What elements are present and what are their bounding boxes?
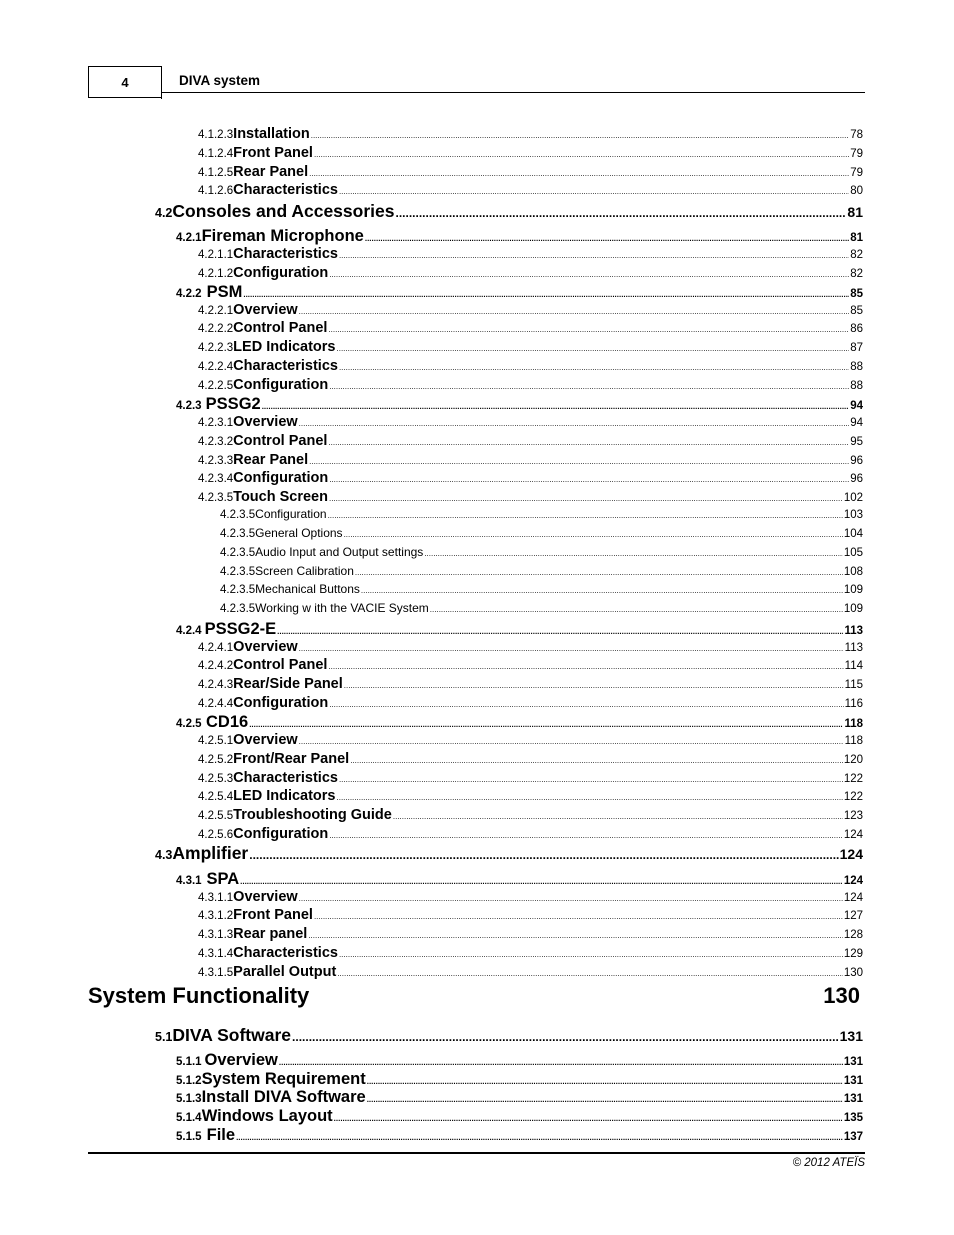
toc-entry-number: 4.2.3.5 — [220, 603, 256, 615]
toc-dot-leader — [243, 290, 849, 299]
toc-entry[interactable] — [176, 620, 863, 639]
toc-entry-title: Troubleshooting Guide — [233, 807, 392, 823]
toc-entry-page: 124 — [843, 892, 863, 904]
toc-dot-leader — [236, 1133, 843, 1142]
toc-entry-number: 4.2.4.3 — [198, 679, 234, 691]
toc-entry-title: Windows Layout — [201, 1107, 333, 1125]
toc-entry-title: SPA — [206, 870, 240, 888]
header-title: DIVA system — [179, 73, 261, 88]
toc-entry-page: 79 — [850, 148, 863, 160]
toc-entry-page: 124 — [843, 875, 863, 887]
toc-entry-title: LED Indicators — [233, 788, 336, 804]
toc-entry[interactable] — [198, 164, 863, 180]
toc-entry-page: 85 — [850, 305, 863, 317]
toc-entry-number: 4.2.3.5 — [220, 566, 256, 578]
toc-entry-page: 95 — [850, 436, 863, 448]
toc-entry[interactable] — [198, 826, 863, 842]
toc-entry-number: 4.1.2.6 — [198, 185, 234, 197]
toc-dot-leader — [299, 894, 843, 903]
chapter-page: 130 — [823, 983, 860, 1008]
toc-entry-number: 4.2.3.2 — [198, 436, 234, 448]
toc-entry[interactable] — [198, 751, 863, 767]
toc-entry[interactable] — [176, 283, 863, 302]
toc-entry[interactable] — [198, 302, 863, 318]
toc-entry-title: Overview — [233, 414, 298, 430]
toc-entry[interactable] — [198, 452, 863, 468]
toc-entry-number: 4.2.5.6 — [198, 829, 234, 841]
toc-entry-title: Amplifier — [172, 843, 249, 863]
toc-entry-title: Overview — [233, 302, 298, 318]
toc-entry-page: 87 — [850, 342, 863, 354]
toc-entry-title: Screen Calibration — [255, 564, 354, 578]
page-number: 4 — [88, 66, 161, 98]
toc-entry-number: 4.2.2.1 — [198, 305, 234, 317]
toc-entry[interactable] — [220, 526, 863, 540]
toc-entry[interactable] — [155, 843, 863, 864]
toc-entry[interactable] — [155, 1025, 863, 1046]
toc-entry-number: 5.1.4 — [176, 1112, 202, 1124]
toc-entry-page: 109 — [843, 584, 863, 596]
toc-entry-number: 4.2.1.2 — [198, 268, 234, 280]
toc-dot-leader — [328, 662, 843, 671]
toc-entry[interactable] — [155, 201, 863, 222]
toc-dot-leader — [249, 848, 838, 862]
toc-dot-leader — [339, 251, 849, 260]
toc-dot-leader — [299, 737, 844, 746]
toc-entry-page: 78 — [850, 129, 863, 141]
toc-entry[interactable] — [198, 807, 863, 823]
header-divider — [161, 66, 162, 99]
toc-dot-leader — [249, 720, 843, 729]
toc-entry[interactable] — [198, 470, 863, 486]
toc-entry[interactable] — [198, 657, 863, 673]
toc-entry[interactable] — [176, 1088, 863, 1107]
toc-entry-number: 5.1.2 — [176, 1075, 202, 1087]
toc-entry-title: Characteristics — [233, 182, 338, 198]
toc-entry-title: Front/Rear Panel — [233, 751, 350, 767]
toc-entry[interactable] — [198, 339, 863, 355]
toc-entry-title: Parallel Output — [233, 964, 337, 980]
toc-entry-title: Configuration — [233, 695, 329, 711]
toc-entry-number: 5.1 — [155, 1030, 173, 1044]
toc-entry-number: 4.2.1 — [176, 232, 202, 244]
header-rule — [161, 92, 865, 93]
toc-entry-number: 4.3.1 — [176, 875, 202, 887]
toc-entry-page: 113 — [844, 625, 863, 637]
toc-entry-number: 4.2.4.2 — [198, 660, 234, 672]
toc-entry[interactable] — [198, 358, 863, 374]
toc-entry-page: 94 — [850, 400, 863, 412]
toc-entry-number: 4.2.3.5 — [220, 528, 256, 540]
toc-entry[interactable] — [198, 676, 863, 692]
toc-entry[interactable] — [198, 770, 863, 786]
toc-entry-page: 81 — [850, 232, 863, 244]
toc-entry[interactable] — [198, 265, 863, 281]
toc-entry-page: 130 — [843, 967, 863, 979]
toc-entry-number: 4.2.1.1 — [198, 249, 234, 261]
toc-entry-title: Touch Screen — [233, 489, 328, 505]
toc-entry[interactable] — [198, 246, 863, 262]
toc-entry-title: Rear/Side Panel — [233, 676, 343, 692]
toc-entry-title: LED Indicators — [233, 339, 336, 355]
toc-entry-title: Install DIVA Software — [201, 1088, 366, 1106]
toc-dot-leader — [309, 457, 849, 466]
toc-entry-page: 116 — [844, 698, 863, 710]
toc-dot-leader — [329, 494, 843, 503]
toc-dot-leader — [328, 438, 849, 447]
toc-entry-title: Overview — [204, 1051, 278, 1069]
toc-dot-leader — [339, 775, 843, 784]
toc-entry-page: 127 — [843, 910, 863, 922]
toc-entry[interactable] — [220, 507, 863, 521]
toc-entry-number: 4.2.5.5 — [198, 810, 234, 822]
toc-entry-title: Front Panel — [233, 907, 313, 923]
toc-entry-page: 122 — [843, 773, 863, 785]
toc-entry-title: PSSG2-E — [204, 620, 277, 638]
toc-entry[interactable] — [198, 639, 863, 655]
toc-entry[interactable] — [176, 1051, 863, 1070]
toc-entry-number: 4.2.2 — [176, 288, 202, 300]
toc-entry-number: 4.2.4 — [176, 625, 202, 637]
toc-dot-leader — [329, 382, 849, 391]
toc-entry[interactable] — [176, 1126, 863, 1145]
toc-dot-leader — [339, 950, 843, 959]
toc-dot-leader — [240, 877, 843, 886]
toc-entry-page: 122 — [843, 791, 863, 803]
chapter-title: System Functionality — [88, 983, 310, 1008]
toc-entry-page: 94 — [850, 417, 863, 429]
toc-entry-title: Control Panel — [233, 433, 328, 449]
toc-entry-number: 5.1.5 — [176, 1131, 202, 1143]
toc-entry-page: 131 — [843, 1075, 863, 1087]
toc-entry-page: 102 — [843, 492, 863, 504]
toc-dot-leader — [328, 511, 843, 520]
toc-entry[interactable] — [198, 489, 863, 505]
toc-entry-page: 104 — [843, 528, 863, 540]
toc-entry-title: General Options — [255, 526, 343, 540]
toc-entry[interactable] — [198, 145, 863, 161]
toc-entry-page: 114 — [844, 660, 863, 672]
toc-entry-number: 4.2.2.3 — [198, 342, 234, 354]
toc-entry[interactable] — [176, 1070, 863, 1089]
toc-entry-title: Overview — [233, 639, 298, 655]
toc-entry-title: PSSG2 — [205, 395, 261, 413]
toc-dot-leader — [339, 187, 849, 196]
toc-entry[interactable] — [198, 926, 863, 942]
toc-entry-page: 129 — [843, 948, 863, 960]
toc-entry-number: 4.3.1.5 — [198, 967, 234, 979]
toc-dot-leader — [344, 681, 844, 690]
toc-dot-leader — [299, 644, 844, 653]
toc-dot-leader — [337, 344, 850, 353]
toc-entry[interactable] — [220, 545, 863, 559]
toc-entry-title: System Requirement — [201, 1070, 366, 1088]
toc-entry-title: Installation — [233, 126, 310, 142]
toc-dot-leader — [314, 912, 843, 921]
toc-entry-page: 79 — [850, 167, 863, 179]
toc-entry-page: 88 — [850, 380, 863, 392]
toc-entry-title: Rear panel — [233, 926, 308, 942]
toc-entry[interactable] — [198, 964, 863, 980]
toc-entry[interactable] — [220, 601, 863, 615]
toc-entry[interactable] — [198, 788, 863, 804]
toc-entry-number: 5.1.1 — [176, 1056, 202, 1068]
toc-entry-number: 4.2.5.1 — [198, 735, 234, 747]
toc-entry[interactable] — [176, 227, 863, 246]
toc-entry-page: 131 — [839, 1028, 863, 1044]
toc-entry-title: DIVA Software — [172, 1025, 292, 1045]
toc-entry-page: 88 — [850, 361, 863, 373]
toc-entry-title: Configuration — [233, 470, 329, 486]
toc-entry-number: 4.2.3.4 — [198, 473, 234, 485]
toc-entry-title: Overview — [233, 889, 298, 905]
toc-dot-leader — [329, 475, 849, 484]
toc-dot-leader — [279, 1058, 843, 1067]
toc-entry-number: 4.1.2.4 — [198, 148, 234, 160]
toc-dot-leader — [329, 700, 843, 709]
toc-entry-title: Characteristics — [233, 770, 338, 786]
toc-dot-leader — [299, 419, 850, 428]
toc-entry-page: 103 — [843, 509, 863, 521]
toc-entry-title: Characteristics — [233, 358, 338, 374]
toc-entry-number: 4.2.2.2 — [198, 323, 234, 335]
toc-entry[interactable] — [198, 377, 863, 393]
toc-entry-number: 4.3.1.2 — [198, 910, 234, 922]
toc-entry-page: 135 — [843, 1112, 863, 1124]
toc-dot-leader — [292, 1030, 839, 1044]
toc-entry[interactable] — [198, 414, 863, 430]
toc-entry-number: 4.2.4.4 — [198, 698, 234, 710]
toc-entry-page: 96 — [850, 455, 863, 467]
toc-dot-leader — [344, 530, 843, 539]
toc-dot-leader — [339, 363, 849, 372]
toc-entry-title: File — [206, 1126, 236, 1144]
toc-entry-page: 120 — [843, 754, 863, 766]
toc-entry-page: 128 — [843, 929, 863, 941]
toc-entry-page: 80 — [850, 185, 863, 197]
toc-dot-leader — [355, 568, 843, 577]
toc-entry-number: 4.2.2.5 — [198, 380, 234, 392]
footer-copyright: © 2012 ATEÏS — [792, 1157, 865, 1169]
toc-entry-title: Control Panel — [233, 320, 328, 336]
toc-dot-leader — [308, 931, 842, 940]
toc-entry-page: 96 — [850, 473, 863, 485]
toc-entry-page: 113 — [844, 642, 863, 654]
toc-entry-title: Front Panel — [233, 145, 313, 161]
toc-dot-leader — [328, 325, 849, 334]
toc-entry-number: 4.2.3.5 — [220, 509, 256, 521]
toc-entry[interactable] — [198, 433, 863, 449]
toc-entry-number: 4.2.5.4 — [198, 791, 234, 803]
toc-dot-leader — [337, 969, 843, 978]
toc-dot-leader — [430, 605, 843, 614]
toc-entry-number: 4.2.3.5 — [220, 584, 256, 596]
toc-entry[interactable] — [176, 713, 863, 732]
toc-entry-page: 131 — [843, 1056, 863, 1068]
toc-entry-page: 131 — [843, 1093, 863, 1105]
toc-dot-leader — [314, 150, 849, 159]
toc-entry-number: 5.1.3 — [176, 1093, 202, 1105]
chapter-heading[interactable] — [88, 983, 860, 1009]
toc-entry-number: 4.3 — [155, 848, 173, 862]
toc-entry-title: Configuration — [233, 265, 329, 281]
toc-entry-number: 4.2.3.5 — [220, 547, 256, 559]
toc-entry-number: 4.2.3.3 — [198, 455, 234, 467]
toc-entry-page: 86 — [850, 323, 863, 335]
toc-entry-page: 124 — [843, 829, 863, 841]
toc-entry-number: 4.2.2.4 — [198, 361, 234, 373]
toc-entry-page: 137 — [843, 1131, 863, 1143]
toc-entry-number: 4.3.1.4 — [198, 948, 234, 960]
toc-entry-title: Characteristics — [233, 246, 338, 262]
toc-entry[interactable] — [220, 582, 863, 596]
toc-entry-page: 108 — [843, 566, 863, 578]
toc-entry-page: 118 — [844, 735, 863, 747]
toc-dot-leader — [393, 812, 843, 821]
toc-entry-page: 115 — [844, 679, 863, 691]
toc-dot-leader — [309, 169, 849, 178]
toc-entry-number: 4.2.4.1 — [198, 642, 234, 654]
toc-dot-leader — [367, 1077, 843, 1086]
toc-entry-title: Consoles and Accessories — [172, 201, 395, 221]
toc-dot-leader — [395, 206, 846, 220]
toc-entry[interactable] — [176, 395, 863, 414]
toc-entry-title: PSM — [206, 283, 243, 301]
toc-entry-title: Configuration — [255, 507, 327, 521]
toc-entry-number: 4.2.5 — [176, 718, 202, 730]
footer-rule — [88, 1152, 865, 1154]
toc-entry-title: Configuration — [233, 826, 329, 842]
toc-entry-number: 4.1.2.3 — [198, 129, 234, 141]
toc-entry[interactable] — [220, 564, 863, 578]
toc-entry-number: 4.3.1.1 — [198, 892, 234, 904]
toc-entry-title: Configuration — [233, 377, 329, 393]
toc-entry[interactable] — [198, 889, 863, 905]
toc-entry[interactable] — [198, 182, 863, 198]
toc-entry-number: 4.2 — [155, 206, 173, 220]
toc-entry-number: 4.1.2.5 — [198, 167, 234, 179]
toc-entry-page: 82 — [850, 249, 863, 261]
toc-dot-leader — [299, 307, 850, 316]
toc-entry-number: 4.2.3.1 — [198, 417, 234, 429]
toc-entry-page: 118 — [844, 718, 863, 730]
toc-entry-title: Fireman Microphone — [201, 227, 364, 245]
toc-dot-leader — [337, 793, 843, 802]
toc-entry-number: 4.2.3 — [176, 400, 202, 412]
toc-entry-number: 4.2.5.2 — [198, 754, 234, 766]
toc-entry-page: 82 — [850, 268, 863, 280]
toc-dot-leader — [350, 756, 843, 765]
toc-dot-leader — [334, 1114, 843, 1123]
toc-entry-title: CD16 — [206, 713, 249, 731]
toc-entry-title: Control Panel — [233, 657, 328, 673]
toc-entry-title: Rear Panel — [233, 164, 309, 180]
toc-entry-number: 4.3.1.3 — [198, 929, 234, 941]
toc-entry-title: Overview — [233, 732, 298, 748]
toc-entry-page: 109 — [843, 603, 863, 615]
toc-entry[interactable] — [198, 945, 863, 961]
toc-entry[interactable] — [198, 907, 863, 923]
toc-dot-leader — [329, 270, 849, 279]
toc-entry-page: 124 — [839, 846, 863, 862]
toc-dot-leader — [367, 1095, 843, 1104]
toc-entry[interactable] — [176, 1107, 863, 1126]
toc-dot-leader — [361, 586, 843, 595]
toc-entry-title: Mechanical Buttons — [255, 582, 360, 596]
toc-entry-page: 105 — [843, 547, 863, 559]
toc-dot-leader — [277, 627, 843, 636]
toc-entry-page: 123 — [843, 810, 863, 822]
toc-entry-page: 81 — [847, 204, 863, 220]
toc-entry[interactable] — [198, 320, 863, 336]
toc-entry-number: 4.2.5.3 — [198, 773, 234, 785]
toc-entry[interactable] — [198, 732, 863, 748]
toc-entry-title: Characteristics — [233, 945, 338, 961]
toc-entry-page: 85 — [850, 288, 863, 300]
toc-entry-title: Rear Panel — [233, 452, 309, 468]
toc-dot-leader — [311, 131, 849, 140]
toc-entry[interactable] — [198, 126, 863, 142]
toc-entry-title: Working w ith the VACIE System — [255, 601, 429, 615]
toc-entry-number: 4.2.3.5 — [198, 492, 234, 504]
toc-entry[interactable] — [198, 695, 863, 711]
toc-dot-leader — [329, 831, 843, 840]
toc-entry[interactable] — [176, 870, 863, 889]
toc-dot-leader — [365, 234, 849, 243]
toc-dot-leader — [262, 402, 850, 411]
toc-dot-leader — [424, 549, 843, 558]
toc-entry-title: Audio Input and Output settings — [255, 545, 424, 559]
